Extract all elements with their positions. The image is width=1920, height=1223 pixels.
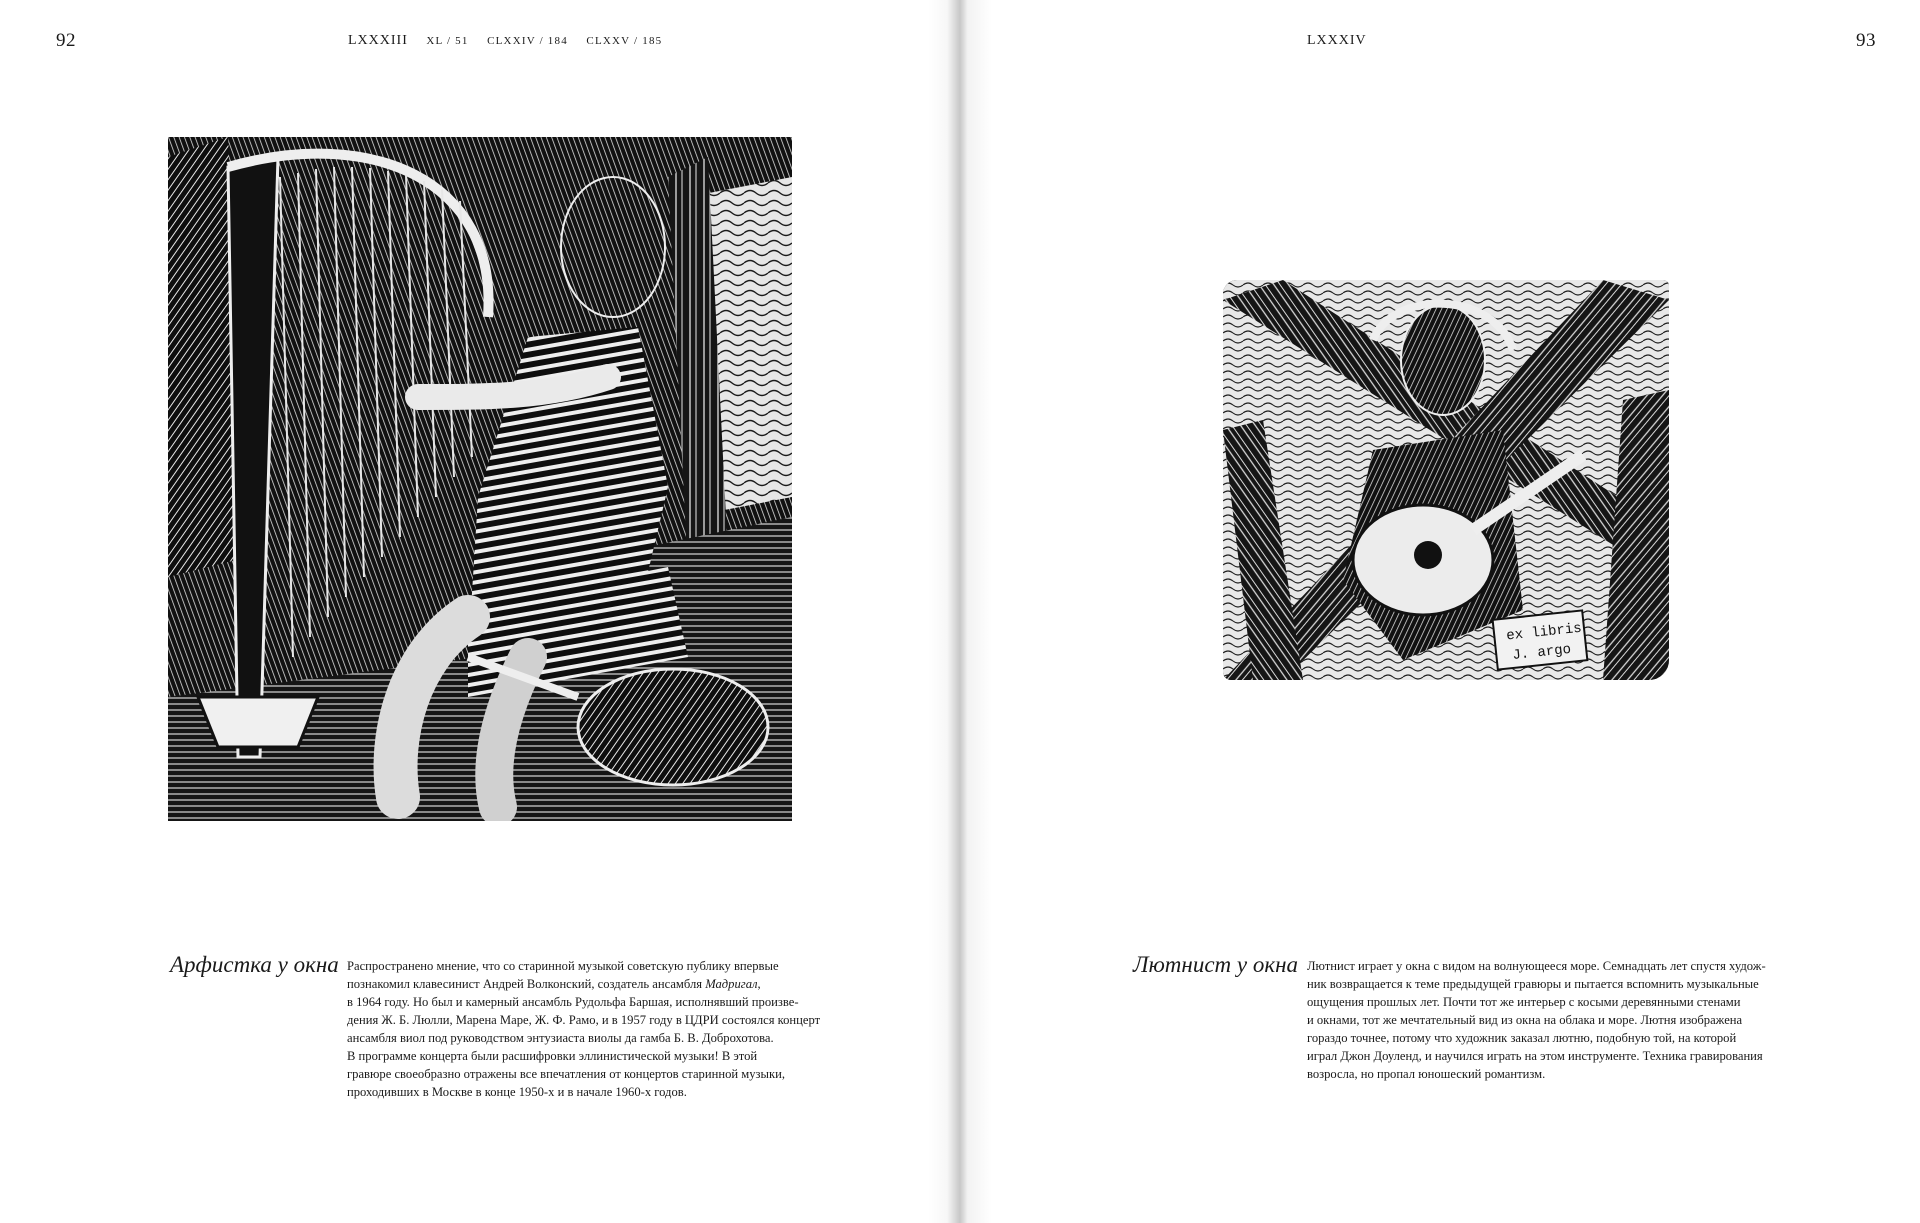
body-text-left bbox=[347, 957, 837, 1101]
chapter-number-left: LXXXIII bbox=[348, 33, 408, 48]
text-line: ник возвращается к теме предыдущей гравюры и пытается вспомнить музыкальные bbox=[1307, 977, 1759, 991]
text-line: ощущения прошлых лет. Почти тот же интерьер с косыми деревянными стенами bbox=[1307, 995, 1741, 1009]
text-line: в 1964 году. Но был и камерный ансамбль Рудольфа Баршая, исполнявший произве- bbox=[347, 995, 799, 1009]
text-line: В программе концерта были расшифровки эллинистической музыки! В этой bbox=[347, 1049, 758, 1063]
cross-reference: CLXXIV / 184 bbox=[487, 35, 568, 47]
lutenist-engraving-illustration bbox=[1223, 280, 1669, 680]
cross-reference: XL / 51 bbox=[426, 35, 469, 47]
owner-name-text: J. argo bbox=[1511, 641, 1572, 664]
text-line: Распространено мнение, что со старинной музыкой советскую публику впервые bbox=[347, 959, 779, 973]
right-page bbox=[960, 0, 1920, 1223]
engraving-harpist bbox=[168, 137, 792, 821]
ensemble-name-italic: Мадригал bbox=[705, 977, 758, 991]
page-number-left: 92 bbox=[56, 30, 76, 51]
text-line: гораздо точнее, потому что художник заказал лютню, подобную той, на которой bbox=[1307, 1031, 1737, 1045]
text-line: и окнами, тот же мечтательный вид из окна на облака и море. Лютня изображена bbox=[1307, 1013, 1743, 1027]
text-line: ансамбля виол под руководством энтузиаста виолы да гамба Б. В. Доброхотова. bbox=[347, 1031, 774, 1045]
running-head-right: LXXXIV bbox=[1307, 33, 1367, 48]
harpist-engraving-illustration bbox=[168, 137, 792, 821]
caption-title-left: Арфистка у окна bbox=[170, 952, 339, 977]
cross-reference: CLXXV / 185 bbox=[586, 35, 663, 47]
text-line: Лютнист играет у окна с видом на волнующееся море. Семнадцать лет спустя худож- bbox=[1307, 959, 1766, 973]
text-line: дения Ж. Б. Люлли, Марена Маре, Ж. Ф. Рамо, и в 1957 году в ЦДРИ состоялся концерт bbox=[347, 1013, 821, 1027]
text-line: проходивших в Москве в конце 1950-х и в начале 1960-х годов. bbox=[347, 1085, 687, 1099]
ex-libris-text: ex libris bbox=[1505, 620, 1583, 645]
running-head-left bbox=[348, 33, 662, 49]
body-text-right bbox=[1307, 957, 1797, 1083]
engraving-lutenist bbox=[1223, 280, 1669, 680]
caption-title-right: Лютнист у окна bbox=[1133, 952, 1299, 977]
text-line: гравюре своеобразно отражены все впечатления от концертов старинной музыки, bbox=[347, 1067, 785, 1081]
text-line: играл Джон Доуленд, и научился играть на этом инструменте. Техника гравирования bbox=[1307, 1049, 1763, 1063]
text-line: познакомил клавесинист Андрей Волконский, создатель ансамбля Мадригал, bbox=[347, 977, 761, 991]
text-line: возросла, но пропал юношеский романтизм. bbox=[1307, 1067, 1546, 1081]
page-number-right: 93 bbox=[1856, 30, 1876, 51]
ex-libris-label bbox=[1493, 610, 1588, 669]
